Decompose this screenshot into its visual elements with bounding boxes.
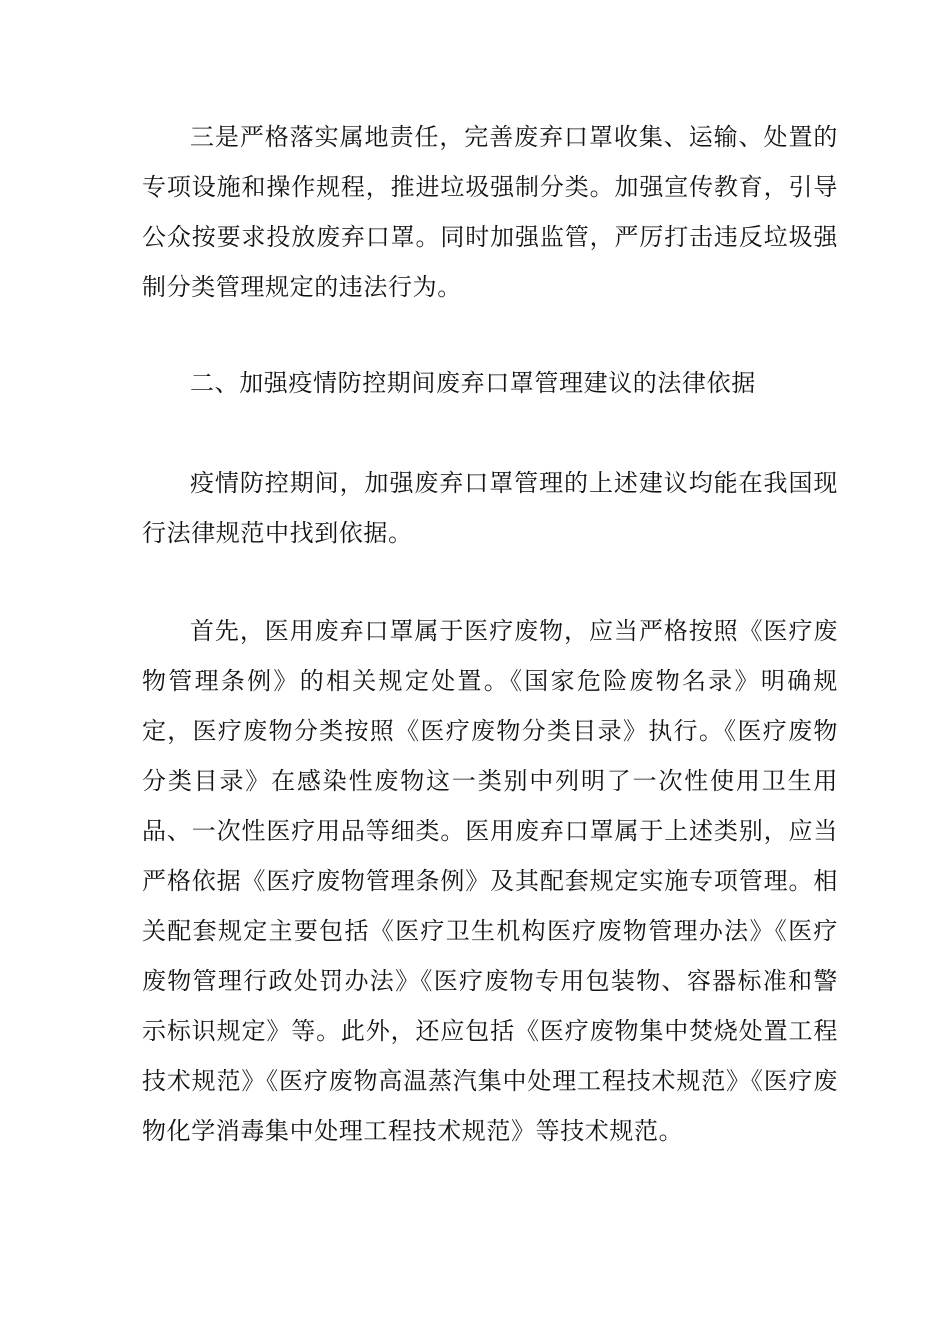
paragraph-medical-waste: 首先，医用废弃口罩属于医疗废物，应当严格按照《医疗废物管理条例》的相关规定处置。《国家危险废物名录》明确规定，医疗废物分类按照《医疗废物分类目录》执行。《医疗废物分类目录》在感染性废物这一类别中列明了一次性使用卫生用品、一次性医疗用品等细类。医用废弃口罩属于上述类别，应当严格依据《医疗废物管理条例》及其配套规定实施专项管理。相关配套规定主要包括《医疗卫生机构医疗废物管理办法》《医疗废物管理行政处罚办法》《医疗废物专用包装物、容器标准和警示标识规定》等。此外，还应包括《医疗废物集中焚烧处置工程技术规范》《医疗废物高温蒸汽集中处理工程技术规范》《医疗废物化学消毒集中处理工程技术规范》等技术规范。 (142, 617, 838, 1145)
paragraph-legal-basis-intro: 疫情防控期间，加强废弃口罩管理的上述建议均能在我国现行法律规范中找到依据。 (142, 469, 838, 547)
paragraph-responsibility: 三是严格落实属地责任，完善废弃口罩收集、运输、处置的专项设施和操作规程，推进垃圾强制分类。加强宣传教育，引导公众按要求投放废弃口罩。同时加强监管，严厉打击违反垃圾强制分类管理规定的违法行为。 (142, 123, 838, 301)
section-heading-legal-basis: 二、加强疫情防控期间废弃口罩管理建议的法律依据 (190, 369, 756, 397)
